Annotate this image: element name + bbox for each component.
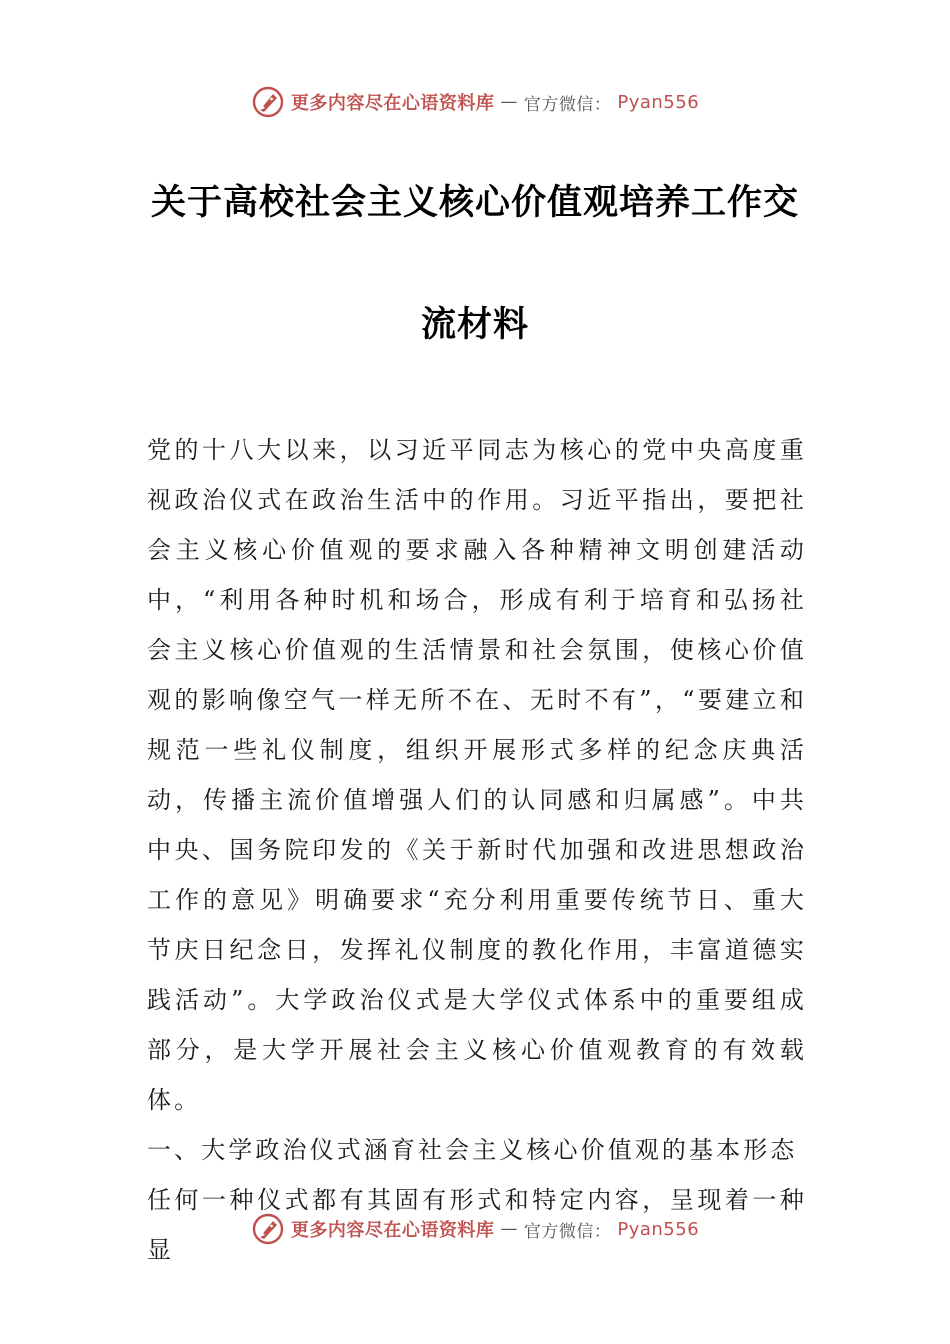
- document-title-line-2: 流材料: [420, 305, 529, 345]
- footer-watermark: [0, 1209, 950, 1249]
- document-title-line-1: 关于高校社会主义核心价值观培养工作交: [150, 183, 799, 223]
- document-body: [147, 425, 807, 1275]
- watermark-brand-text: 更多内容尽在心语资料库: [290, 1220, 495, 1241]
- body-paragraph-section-1: 任何一种仪式都有其固有形式和特定内容，呈现着一种显: [147, 1186, 807, 1264]
- watermark-separator: —: [500, 92, 518, 112]
- body-paragraph-intro: 党的十八大以来，以习近平同志为核心的党中央高度重视政治仪式在政治生活中的作用。习近平指出，要把社会主义核心价值观的要求融入各种精神文明创建活动中，“利用各种时机和场合，形成有利于培育和弘扬社会主义核心价值观的生活情景和社会氛围，使核心价值观的影响像空气一样无所不在、无时不有”，“要建立和规范一些礼仪制度，组织开展形式多样的纪念庆典活动，传播主流价值增强人们的认同感和归属感”。中共中央、国务院印发的《关于新时代加强和改进思想政治工作的意见》明确要求“充分利用重要传统节日、重大节庆日纪念日，发挥礼仪制度的教化作用，丰富道德实践活动”。大学政治仪式是大学仪式体系中的重要组成部分，是大学开展社会主义核心价值观教育的有效载体。: [147, 436, 807, 1114]
- watermark-separator: —: [500, 1219, 518, 1239]
- watermark-wechat-id: Pyan556: [617, 1218, 700, 1240]
- watermark-wechat-id: Pyan556: [617, 91, 700, 113]
- pen-nib-logo-icon: [251, 85, 285, 119]
- pen-nib-logo-icon: [251, 1212, 285, 1246]
- section-heading-1: 一、大学政治仪式涵育社会主义核心价值观的基本形态: [147, 1136, 798, 1164]
- watermark-brand-text: 更多内容尽在心语资料库: [290, 93, 495, 114]
- watermark-wechat-label: 官方微信：: [523, 1221, 612, 1242]
- watermark-wechat-label: 官方微信：: [523, 94, 612, 115]
- header-watermark: [0, 82, 950, 122]
